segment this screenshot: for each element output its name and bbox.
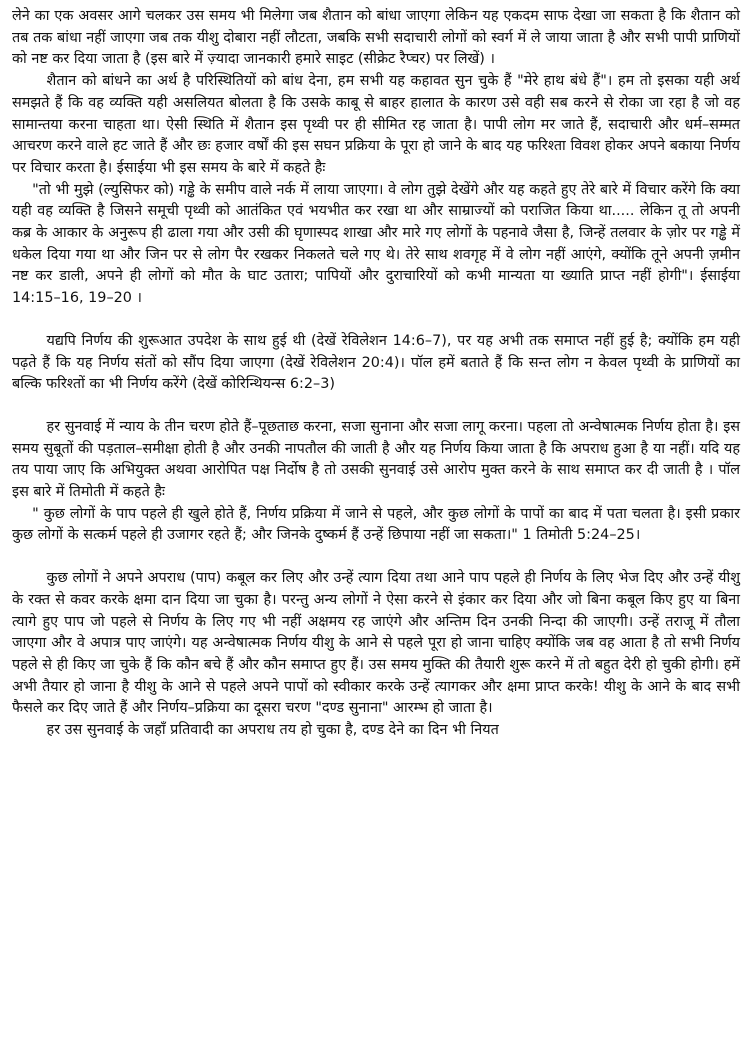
paragraph-three-phases: हर सुनवाई में न्याय के तीन चरण होते हैं–पूछताछ करना, सजा सुनाना और सजा लागू करना। पहला तो अन्वेषात्मक निर्णय होता है। इस समय सुबूतों की पड़ताल–समीक्षा होती है और उनकी नापतौल की जाती है और यह निर्णय किया जाता है कि अपराध हुआ है या नहीं। यदि यह तय पाया जाए कि अभियुक्त अथवा आरोपित पक्ष निर्दोष है तो उसकी सुनवाई उसे आरोप मुक्त करने के साथ समाप्त कर दी जाती है । पॉल इस बारे में तिमोती में कहते हैः: [12, 418, 740, 501]
paragraph-judgment-saints: यद्यपि निर्णय की शुरूआत उपदेश के साथ हुई थी (देखें रेविलेशन 14:6–7), पर यह अभी तक समाप्त नहीं हुई है; क्योंकि हम यही पढ़ते हैं कि यह निर्णय संतों को सौंप दिया जाएगा (देखें रेविलेशन 20:4)। पॉल हमें बताते हैं कि सन्त लोग न केवल पृथ्वी के प्राणियों का बल्कि फरिश्तों का भी निर्णय करेंगे (देखें कोरिन्थियन्स 6:2–3): [12, 332, 740, 393]
quote-isaiah: "तो भी मुझे (ल्युसिफर को) गड्ढे के समीप वाले नर्क में लाया जाएगा। वे लोग तुझे देखेंगे और यह कहते हुए तेरे बारे में विचार करेंगे कि क्या यही वह व्यक्ति है जिसने समूची पृथ्वी को आतंकित एवं भयभीत कर रखा था और साम्राज्यों को पराजित किया था..... लेकिन तू तो अपनी कब्र के आकार के अनुरूप ही ढाला गया और उसी की घृणास्पद शाखा और मारे गए लोगों के पहनावे जैसा है, जिन्हें तलवार के ज़ोर पर गड्ढे में धकेल दिया गया था और जिन पर से लोग पैर रखकर निकलते चले गए थे। तेरे साथ शवगृह में वे लोग नहीं आएंगे, क्योंकि तूने अपनी ज़मीन नष्ट कर डाली, अपने ही लोगों को मौत के घाट उतारा; पापियों और दुराचारियों को कभी मान्यता या ख्याति प्राप्त नहीं होगी"। ईसाईया 14:15–16, 19–20 ।: [12, 181, 740, 307]
quote-timothy: " कुछ लोगों के पाप पहले ही खुले होते हैं, निर्णय प्रक्रिया में जाने से पहले, और कुछ लोगों के पापों का बाद में पता चलता है। इसी प्रकार कुछ लोगों के सत्कर्म पहले ही उजागर रहते हैं; और जिनके दुष्कर्म हैं उन्हें छिपाया नहीं जा सकता।" 1 तिमोती 5:24–25।: [12, 505, 740, 544]
paragraph-satan-bound-intro: लेने का एक अवसर आगे चलकर उस समय भी मिलेगा जब शैतान को बांधा जाएगा लेकिन यह एकदम साफ देखा जा सकता है कि शैतान को तब तक बांधा नहीं जाएगा जब तक यीशु दोबारा नहीं लौटता, जबकि सभी सदाचारी लोगों को स्वर्ग में ले जाया जाता है और सभी पापी प्राणियों को नष्ट कर दिया जाता है (इस बारे में ज़्यादा जानकारी हमारे साइट (सीक्रेट रैप्चर) पर लिखें) ।: [12, 8, 740, 68]
paragraph-binding-meaning: शैतान को बांधने का अर्थ है परिस्थितियों को बांध देना, हम सभी यह कहावत सुन चुके हैं "मेरे हाथ बंधे हैं"। हम तो इसका यही अर्थ समझते हैं कि वह व्यक्ति यही असलियत बोलता है कि उसके काबू से बाहर हालात के कारण उसे वही सब करने से रोका जा रहा है जो वह सामान्तया करना चाहता था। ऐसी स्थिति में शैतान इस पृथ्वी पर ही सीमित रह जाता है। पापी लोग मर जाते हैं, सदाचारी और धर्म–सम्मत आचरण करने वाले हट जाते हैं और छः हजार वर्षों की इस सघन प्रक्रिया के पूरा हो जाने के बाद यह फरिश्ता विवश होकर अपने बकाया निर्णय पर विचार करता है। ईसाईया भी इस समय के बारे में कहते हैः: [12, 73, 740, 176]
paragraph-sentencing-day: हर उस सुनवाई के जहाँ प्रतिवादी का अपराध तय हो चुका है, दण्ड देने का दिन भी नियत: [46, 722, 499, 739]
paragraph-investigative-judgment: कुछ लोगों ने अपने अपराध (पाप) कबूल कर लिए और उन्हें त्याग दिया तथा आने पाप पहले ही निर्णय के लिए भेज दिए और उन्हें यीशु के रक्त से कवर करके क्षमा दान दिया जा चुका है। परन्तु अन्य लोगों ने ऐसा करने से इंकार कर दिया और जो बिना कबूल किए हुए या बिना त्यागे हुए पाप जो पहले से निर्णय के लिए गए भी नहीं अक्षमय रह जाएंगे और अन्तिम दिन उनकी निन्दा की जाएगी। उन्हें तराजू में तौला जाएगा और वे अपात्र पाए जाएंगे। यह अन्वेषात्मक निर्णय यीशु के आने से पहले पूरा हो जाना चाहिए क्योंकि जब वह आता है तो सभी निर्णय पहले से ही किए जा चुके हैं कि कौन बचे हैं और कौन समाप्त हुए हैं। उस समय मुक्ति की तैयारी शुरू करने में तो बहुत देरी हो चुकी होगी। हमें अभी तैयार हो जाना है यीशु के आने से पहले अपने पापों को स्वीकार करके उन्हें त्यागकर और क्षमा प्राप्त करके! यीशु के आने के बाद सभी फैसले कर दिए जाते हैं और निर्णय–प्रक्रिया का दूसरा चरण "दण्ड सुनाना" आरम्भ हो जाता है।: [12, 570, 740, 717]
